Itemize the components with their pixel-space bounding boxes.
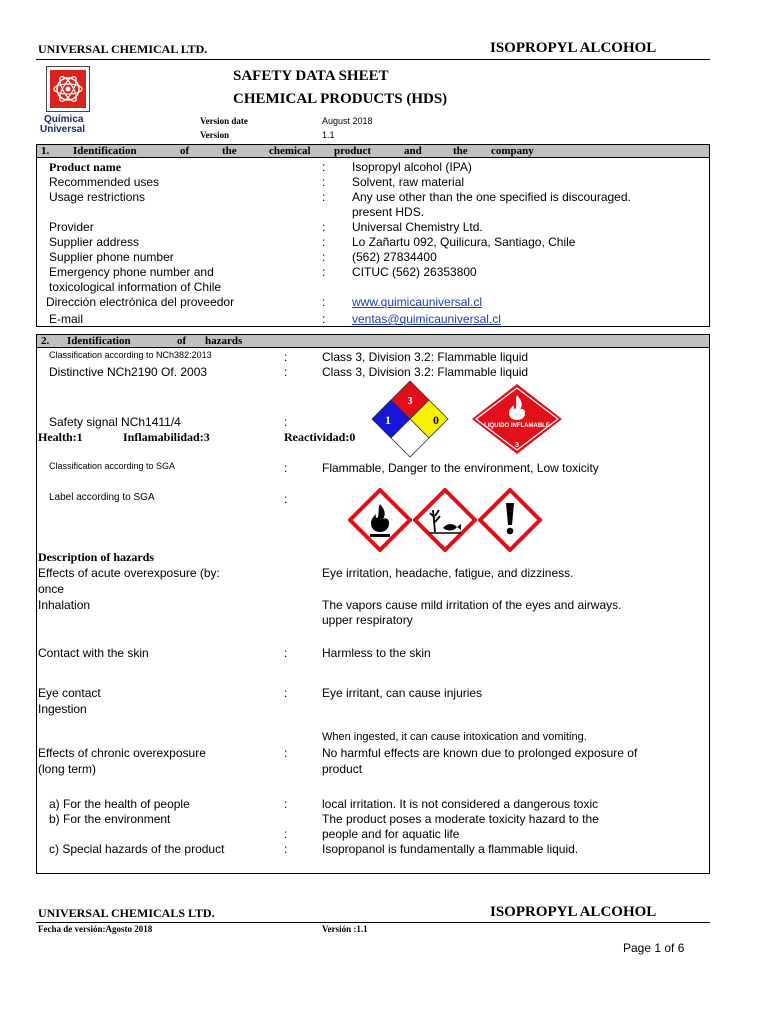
nch2190-label: Distinctive NCh2190 Of. 2003 [49, 365, 208, 379]
acute-label: Effects of acute overexposure (by: [38, 566, 220, 580]
sga-class-value: Flammable, Danger to the environment, Low toxicity [322, 461, 599, 475]
flammable-liquid-placard-icon [470, 383, 564, 455]
supplier-phone-label: Supplier phone number [49, 250, 174, 264]
health-label: Health:1 [38, 430, 83, 444]
inhalation-value-2: upper respiratory [322, 613, 413, 627]
nfpa-diamond-icon [362, 380, 458, 462]
placard-text: LIQUIDO INFLAMABLE [484, 423, 550, 429]
health-people-label: a) For the health of people [49, 797, 190, 811]
supplier-phone-value: (562) 27834400 [352, 250, 437, 264]
section1-word: the [222, 145, 237, 157]
section1-header [36, 144, 710, 158]
doc-title-2: CHEMICAL PRODUCTS (HDS) [233, 91, 448, 107]
supplier-address-label: Supplier address [49, 235, 140, 249]
colon: : [322, 312, 326, 326]
logo-text-1: Química [44, 114, 84, 125]
colon: : [284, 842, 288, 856]
section1-word: company [491, 145, 534, 157]
special-hazards-label: c) Special hazards of the product [49, 842, 225, 856]
skin-contact-value: Harmless to the skin [322, 646, 431, 660]
colon: : [284, 646, 288, 660]
colon: : [322, 265, 326, 279]
product-name-label: Product name [49, 160, 122, 174]
logo-icon [47, 67, 89, 111]
provider-web-link[interactable]: www.quimicauniversal.cl [352, 295, 483, 309]
section2-word: hazards [205, 335, 243, 347]
inhalation-value: The vapors cause mild irritation of the eyes and airways. [322, 598, 622, 612]
colon: : [322, 190, 326, 204]
section1-word: of [180, 145, 190, 157]
colon: : [284, 492, 288, 506]
product-name-value: Isopropyl alcohol (IPA) [352, 160, 472, 174]
colon: : [322, 250, 326, 264]
nfpa-health-value: 1 [385, 413, 391, 427]
environment-value-2: people and for aquatic life [322, 827, 460, 841]
section2-header [36, 334, 710, 348]
chronic-value-2: product [322, 762, 363, 776]
chronic-value: No harmful effects are known due to prolonged exposure of [322, 746, 638, 760]
colon: : [284, 797, 288, 811]
section2-word: Identification [67, 335, 131, 347]
nfpa-reactivity-value: 0 [433, 413, 439, 427]
logo-frame [46, 66, 90, 112]
class-nch382-label: Classification according to NCh382:2013 [49, 350, 212, 360]
colon: : [322, 295, 326, 309]
environment-icon [413, 488, 477, 552]
section1-word: product [334, 145, 372, 157]
placard-number: 3 [515, 442, 519, 449]
skin-contact-label: Contact with the skin [38, 646, 149, 660]
recommended-uses-label: Recommended uses [49, 175, 160, 189]
acute-label-2: once [38, 582, 65, 596]
provider-web-label: Dirección electrónica del proveedor [46, 295, 235, 309]
page-number: Page 1 of 6 [623, 941, 685, 955]
colon: : [284, 746, 288, 760]
colon: : [322, 175, 326, 189]
logo-text-2: Universal [40, 124, 86, 135]
inhalation-label: Inhalation [38, 598, 91, 612]
header-product: ISOPROPYL ALCOHOL [490, 40, 657, 56]
provider-value: Universal Chemistry Ltd. [352, 220, 483, 234]
environment-label: b) For the environment [49, 812, 171, 826]
colon: : [284, 461, 288, 475]
footer-product: ISOPROPYL ALCOHOL [490, 904, 657, 920]
footer-version-date: Fecha de versión:Agosto 2018 [38, 924, 153, 934]
eye-contact-value: Eye irritant, can cause injuries [322, 686, 483, 700]
sga-class-label: Classification according to SGA [49, 461, 176, 471]
acute-value: Eye irritation, headache, fatigue, and dizziness. [322, 566, 574, 580]
colon: : [322, 220, 326, 234]
supplier-address-value: Lo Zañartu 092, Quilicura, Santiago, Chile [352, 235, 576, 249]
section1-word: the [453, 145, 468, 157]
colon: : [284, 415, 288, 429]
emergency-phone-value: CITUC (562) 26353800 [352, 265, 477, 279]
chronic-label: Effects of chronic overexposure [38, 746, 206, 760]
chronic-label-2: (long term) [38, 762, 97, 776]
usage-restrictions-value: Any use other than the one specified is discouraged. [352, 190, 631, 204]
email-link[interactable]: ventas@quimicauniversal.cl [352, 312, 501, 326]
colon: : [322, 235, 326, 249]
doc-title-1: SAFETY DATA SHEET [233, 68, 389, 84]
health-people-value: local irritation. It is not considered a dangerous toxic [322, 797, 599, 811]
section1-word: chemical [269, 145, 311, 157]
version-label: Version [200, 130, 230, 140]
nch2190-value: Class 3, Division 3.2: Flammable liquid [322, 365, 529, 379]
colon: : [284, 350, 288, 364]
version-date-label: Version date [200, 116, 248, 126]
footer-company: UNIVERSAL CHEMICALS LTD. [38, 906, 215, 920]
eye-contact-label: Eye contact [38, 686, 101, 700]
emergency-phone-label: Emergency phone number and [49, 265, 214, 279]
section2-word: 2. [41, 335, 50, 347]
colon: : [322, 160, 326, 174]
ingestion-label: Ingestion [38, 702, 87, 716]
version-date-value: August 2018 [322, 116, 373, 126]
ingestion-value: When ingested, it can cause intoxication and vomiting. [322, 731, 587, 743]
provider-label: Provider [49, 220, 94, 234]
environment-value: The product poses a moderate toxicity hazard to the [322, 812, 599, 826]
colon: : [284, 686, 288, 700]
description-heading: Description of hazards [38, 550, 154, 564]
exclamation-icon [478, 488, 542, 552]
flammability-label: Inflamabilidad:3 [123, 430, 210, 444]
emergency-phone-label-2: toxicological information of Chile [49, 280, 222, 294]
recommended-uses-value: Solvent, raw material [352, 175, 465, 189]
header-company: UNIVERSAL CHEMICAL LTD. [38, 42, 208, 56]
usage-restrictions-value-2: present HDS. [352, 205, 425, 219]
usage-restrictions-label: Usage restrictions [49, 190, 146, 204]
section1-word: Identification [73, 145, 137, 157]
class-nch382-value: Class 3, Division 3.2: Flammable liquid [322, 350, 529, 364]
colon: : [284, 365, 288, 379]
footer-version: Versión :1.1 [322, 924, 368, 934]
version-value: 1.1 [322, 130, 335, 140]
section1-word: and [404, 145, 422, 157]
safety-signal-label: Safety signal NCh1411/4 [49, 415, 181, 429]
flame-icon [348, 488, 412, 552]
email-label: E-mail [49, 312, 84, 326]
section2-word: of [177, 335, 187, 347]
colon: : [284, 827, 288, 841]
section1-word: 1. [41, 145, 50, 157]
sga-label-label: Label according to SGA [49, 492, 155, 503]
header-rule [36, 59, 710, 60]
reactivity-label: Reactividad:0 [284, 430, 356, 444]
nfpa-flammability-value: 3 [407, 396, 413, 407]
special-hazards-value: Isopropanol is fundamentally a flammable liquid. [322, 842, 579, 856]
footer-rule [36, 922, 710, 923]
